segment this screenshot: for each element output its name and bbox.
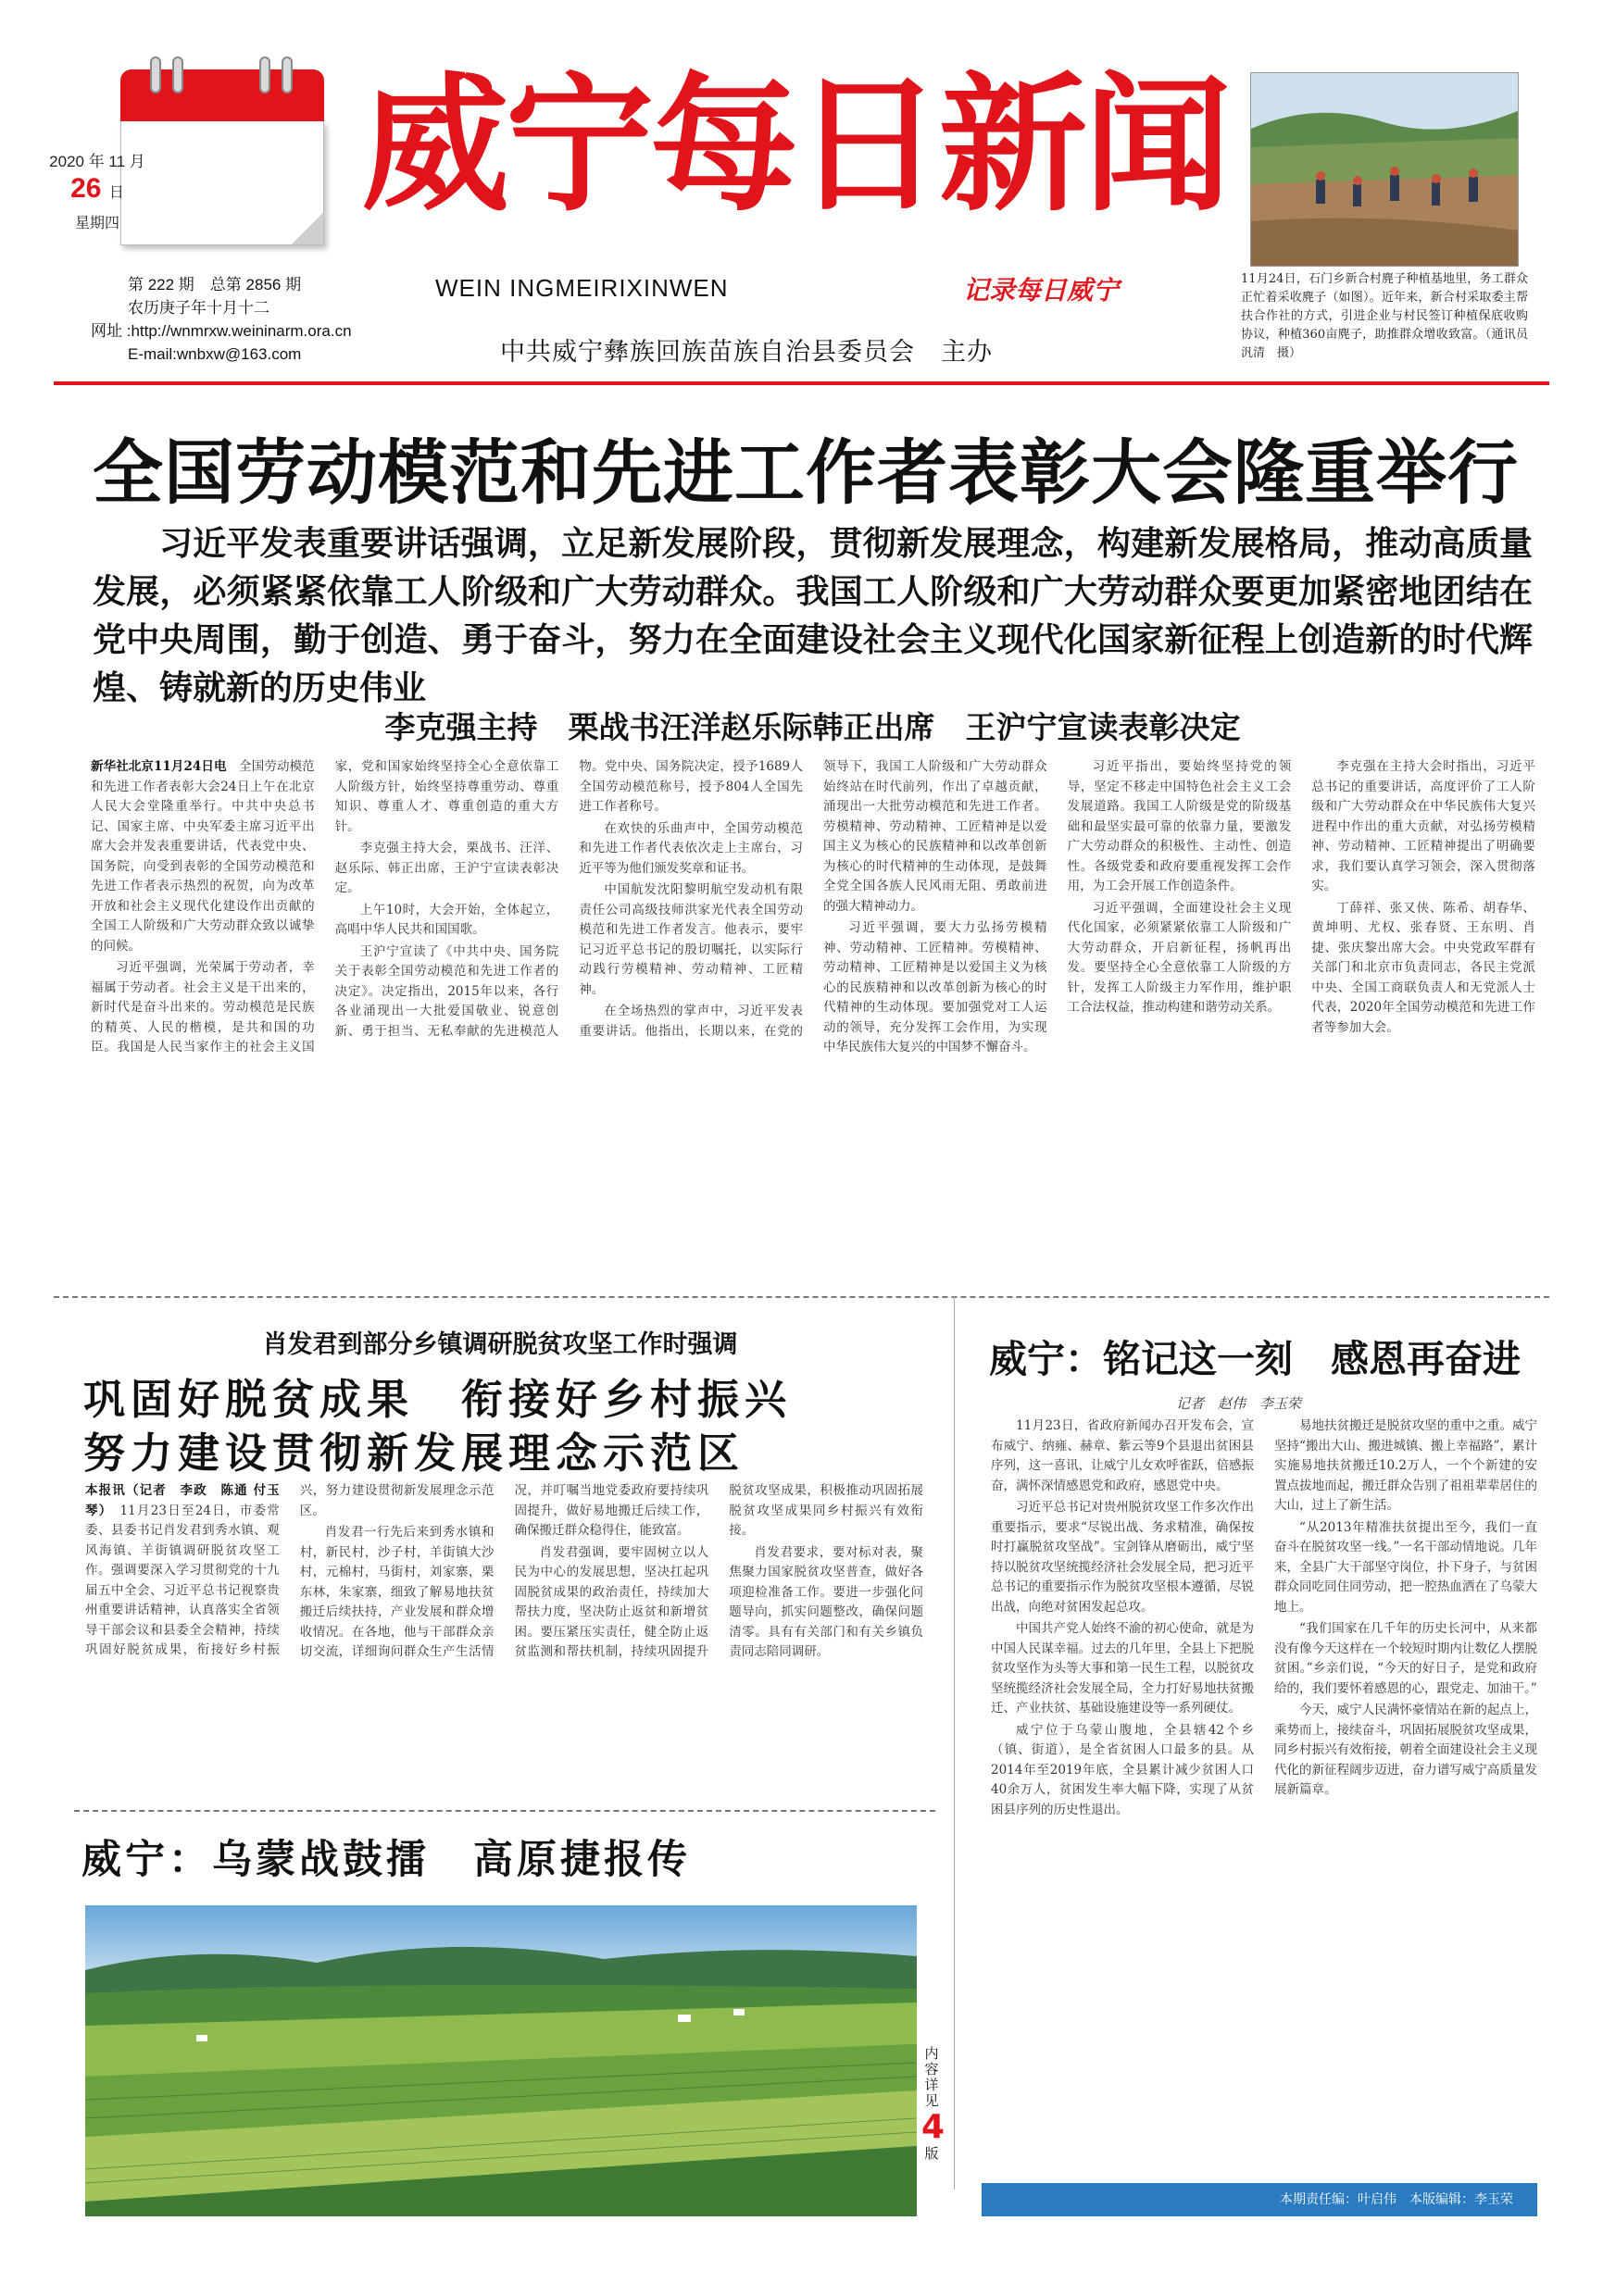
page-reference[interactable] (921, 2045, 946, 2162)
newspaper-sponsor: 中共威宁彝族回族苗族自治县委员会 主办 (500, 338, 993, 367)
story2-paragraph: 肖发君要求，要对标对表，聚焦聚力国家脱贫攻坚普查，做好各项迎检准备工作。要进一步强化问题导向，抓实问题整改，确保问题清零。具有有关部门和有关乡镇负责同志陪同调研。 (729, 1544, 923, 1659)
column-divider (954, 1296, 955, 2190)
issue-number: 第 222 期 总第 2856 期 (128, 276, 302, 293)
lead-paragraph: 中国航发沈阳黎明航空发动机有限责任公司高级技师洪家光代表全国劳动模范和先进工作者发言。他表示，要牢记习近平总书记的殷切嘱托，以实际行动践行劳模精神、劳动精神、工匠精神。 (579, 882, 803, 997)
date-year-month: 2020 年 11 月 (49, 153, 145, 170)
lunar-date: 农历庚子年十月十二 (128, 299, 269, 317)
story3-body (991, 1416, 1537, 2166)
highland-farmland-photo (85, 1905, 917, 2216)
website-link[interactable]: 网址 :http://wnmrxw.weininarm.ora.cn (91, 322, 352, 340)
newspaper-pinyin: WEIN INGMEIRIXINWEN (435, 274, 729, 302)
lead-paragraph: 上午10时，大会开始，全体起立，高唱中华人民共和国国歌。 (334, 902, 559, 937)
lead-paragraph: 习近平强调，光荣属于劳动者，幸福属于劳动者。社会主义是干出来的，新时代是奋斗出来的。劳动模范是民族的精英、人民的楷模，是共和国的功臣。我国是人民当家作主的社会主义国家，党和国家始终坚持全心全意依靠工人阶级方针，始终坚持尊重劳动、尊重知识、尊重人才、尊重创造的重大方针。 (91, 759, 559, 1054)
lead-paragraph: 习近平强调，要大力弘扬劳模精神、劳动精神、工匠精神。劳模精神、劳动精神、工匠精神是以爱国主义为核心的民族精神和以改革创新为核心的时代精神的生动体现。要加强党对工人运动的领导，充分发挥工会作用，为实现中华民族伟大复兴的中国梦不懈奋斗。 (822, 920, 1047, 1054)
lead-paragraph: 王沪宁宣读了《中共中央、国务院关于表彰全国劳动模范和先进工作者的决定》。决定指出，2015年以来，各行各业涌现出一大批爱国敬业、锐意创新、勇于担当、无私奉献的先进模范人物。党中央、国务院决定，授予1689人全国劳动模范称号，授予804人全国先进工作者称号。 (334, 759, 803, 1039)
story3-paragraph: 易地扶贫搬迁是脱贫攻坚的重中之重。威宁坚持“搬出大山、搬进城镇、搬上幸福路”，累计实施易地扶贫搬迁10.2万人，一个个新建的安置点拔地而起，搬迁群众告别了祖祖辈辈居住的大山，过上了新生活。 (1274, 1418, 1537, 1513)
story2-paragraph: 肖发君强调，要牢固树立以人民为中心的发展思想，坚决扛起巩固脱贫成果的政治责任，持续加大帮扶力度，坚决防止返贫和新增贫困。要压紧压实责任，健全防止返贫监测和帮扶机制，持续巩固提升脱贫攻坚成果，积极推动巩固拓展脱贫攻坚成果同乡村振兴有效衔接。 (514, 1483, 923, 1659)
page-reference-suffix: 版 (924, 2145, 939, 2162)
section-divider (74, 1810, 935, 1812)
issue-date (28, 148, 167, 232)
page-reference-label: 内容详见 (924, 2045, 939, 2109)
lead-deck: 习近平发表重要讲话强调，立足新发展阶段，贯彻新发展理念，构建新发展格局，推动高质量发展，必须紧紧依靠工人阶级和广大劳动群众。我国工人阶级和广大劳动群众要更加紧密地团结在党中央周围，勤于创造、勇于奋斗，努力在全面建设社会主义现代化国家新征程上创造新的时代辉煌、铸就新的历史伟业 (93, 525, 1533, 707)
section-divider (54, 1296, 1549, 1298)
editors-credit-bar: 本期责任编：叶启伟 本版编辑：李玉荣 (982, 2183, 1537, 2216)
paragraph-text: 全国劳动模范和先进工作者表彰大会24日上午在北京人民大会堂隆重举行。中共中央总书记、国家主席、中央军委主席习近平出席大会并发表重要讲话，代表党中央、国务院，向受到表彰的全国劳动模范和先进工作者表示热烈的祝贺，向为改革开放和社会主义现代化建设作出贡献的全国工人阶级和广大劳动群众致以诚挚的问候。 (91, 759, 315, 954)
story3-headline[interactable]: 威宁：铭记这一刻 感恩再奋进 (989, 1337, 1521, 1381)
page-reference-number: 4 (921, 2108, 946, 2146)
photo-caption: 11月24日，石门乡新合村麂子种植基地里，务工群众正忙着采收麂子（如图）。近年来，新合村采取委主帮扶合作社的方式，引进企业与村民签订种植保底收购协议，种植360亩麂子，助推群众增收致富。（通讯员 汎清 摄） (1241, 272, 1541, 360)
calendar-binder (120, 69, 324, 125)
story3-byline: 记者 赵伟 李玉荣 (1176, 1395, 1302, 1412)
binder-ring (282, 56, 293, 94)
story3-paragraph: 11月23日，省政府新闻办召开发布会，宣布威宁、纳雍、赫章、紫云等9个县退出贫困县序列，这一喜讯，让威宁儿女欢呼雀跃，倍感振奋，满怀深情感恩党和政府，感恩党中央。 (991, 1418, 1254, 1493)
dateline: 新华社北京11月24日电 (91, 759, 227, 774)
story3-paragraph: “我们国家在几千年的历史长河中，从来都没有像今天这样在一个较短时期内让数亿人摆脱贫困。”乡亲们说，“今天的好日子，是党和政府给的，我们要怀着感恩的心，跟党走、加油干。” (1274, 1621, 1537, 1696)
dateline: 本报讯（记者 李政 陈通 付玉琴） (85, 1483, 280, 1518)
date-weekday: 星期四 (74, 216, 119, 231)
issue-info (91, 273, 352, 366)
story3-paragraph: 今天，威宁人民满怀豪情站在新的起点上，乘势而上，接续奋斗，巩固拓展脱贫攻坚成果，同乡村振兴有效衔接，朝着全面建设社会主义现代化的新征程阔步迈进，奋力谱写威宁高质量发展新篇章。 (1274, 1703, 1537, 1797)
lead-paragraph: 在全场热烈的掌声中，习近平发表重要讲话。他指出，长期以来，在党的领导下，我国工人阶级和广大劳动群众始终站在时代前列，作出了卓越贡献，涌现出一大批劳动模范和先进工作者。劳模精神、劳动精神、工匠精神是以爱国主义为核心的民族精神和以改革创新为核心的时代精神的生动体现，是鼓舞全党全国各族人民风雨无阻、勇敢前进的强大精神动力。 (579, 759, 1047, 1039)
lead-body (91, 757, 1535, 1278)
farm-harvest-photo (1250, 72, 1519, 267)
binder-ring (150, 56, 161, 94)
lead-headline[interactable]: 全国劳动模范和先进工作者表彰大会隆重举行 (93, 431, 1519, 514)
story2-kicker: 肖发君到部分乡镇调研脱贫攻坚工作时强调 (262, 1330, 738, 1359)
date-day-suffix: 日 (108, 185, 124, 201)
lead-paragraph: 丁薛祥、张又侠、陈希、胡春华、黄坤明、尤权、张春贤、王东明、肖捷、张庆黎出席大会。中央党政军群有关部门和北京市负责同志，各民主党派中央、全国工商联负责人和无党派人士代表，2020年全国劳动模范和先进工作者等参加大会。 (1311, 900, 1535, 1035)
story2-headline-line1[interactable]: 巩固好脱贫成果 衔接好乡村振兴 (83, 1375, 793, 1424)
story4-headline[interactable]: 威宁：乌蒙战鼓擂 高原捷报传 (81, 1837, 691, 1883)
masthead (0, 0, 1603, 398)
farm-harvest-image (1251, 73, 1519, 267)
story2-headline-line2[interactable]: 努力建设贯彻新发展理念示范区 (83, 1429, 745, 1478)
date-day (28, 171, 167, 211)
lead-paragraph (91, 757, 315, 956)
highland-farmland-image (85, 1905, 917, 2216)
story3-paragraph: “从2013年精准扶贫提出至今，我们一直奋斗在脱贫攻坚一线。”一名干部动情地说。几年来，全县广大干部坚守岗位，扑下身子，与贫困群众同吃同住同劳动，把一腔热血洒在了乌蒙大地上。 (1274, 1519, 1537, 1615)
lead-paragraph: 习近平指出，要始终坚持党的领导，坚定不移走中国特色社会主义工会发展道路。我国工人阶级是党的阶级基础和最坚实最可靠的依靠力量，要激发广大劳动群众的积极性、主动性、创造性。各级党委和政府要重视发挥工会作用，为工会开展工作创造条件。 (1067, 759, 1292, 893)
lead-paragraph: 李克强主持大会，栗战书、汪洋、赵乐际、韩正出席，王沪宁宣读表彰决定。 (334, 841, 559, 895)
newspaper-title: 威宁每日新闻 (361, 58, 1229, 231)
masthead-divider (54, 381, 1549, 385)
story3-paragraph: 中国共产党人始终不渝的初心使命，就是为中国人民谋幸福。过去的几年里，全县上下把脱贫攻坚作为头等大事和第一民生工程，以脱贫攻坚统揽经济社会发展全局，全力打好易地扶贫搬迁、产业扶贫、基础设施建设等一系列硬仗。 (991, 1621, 1254, 1716)
binder-ring (259, 56, 270, 94)
story2-paragraph: 肖发君一行先后来到秀水镇和村，新民村，沙子村，羊街镇大沙村，元棉村，马街村，刘家寨，栗东林，朱家寨，细致了解易地扶贫搬迁后续扶持，产业发展和群众增收情况。在各地，他与干部群众亲切交流，详细询问群众生产生活情况，并叮嘱当地党委政府要持续巩固提升，做好易地搬迁后续工作，确保搬迁群众稳得住，能致富。 (299, 1483, 709, 1659)
paragraph-text: 11月23日至24日，市委常委、县委书记肖发君到秀水镇、观风海镇、羊街镇调研脱贫攻坚工作。强调要深入学习贯彻党的十九届五中全会、习近平总书记视察贵州重要讲话精神，认真落实全省领导干部会议和县委全会精神，持续巩固好脱贫成果，衔接好乡村振兴，努力建设贯彻新发展理念示范区。 (85, 1483, 495, 1657)
email-link[interactable]: E-mail:wnbxw@163.com (128, 345, 302, 363)
date-day-number: 26 (70, 173, 102, 204)
lead-subheadline: 李克强主持 栗战书汪洋赵乐际韩正出席 王沪宁宣读表彰决定 (384, 709, 1241, 745)
lead-paragraph: 在欢快的乐曲声中，全国劳动模范和先进工作者代表依次走上主席台，习近平等为他们颁发奖章和证书。 (579, 820, 803, 876)
newspaper-slogan: 记录每日威宁 (963, 275, 1120, 306)
lead-paragraph: 习近平强调，全面建设社会主义现代化国家，必须紧紧依靠工人阶级和广大劳动群众，开启新征程，扬帆再出发。要坚持全心全意依靠工人阶级的方针，发挥工人阶级主力军作用，维护职工合法权益，推动构建和谐劳动关系。 (1067, 900, 1292, 1015)
story3-paragraph: 威宁位于乌蒙山腹地，全县辖42个乡（镇、街道），是全省贫困人口最多的县。从2014年至2019年底，全县累计减少贫困人口40余万人，贫困发生率大幅下降，实现了从贫困县序列的历史性退出。 (991, 1722, 1254, 1817)
story2-body (85, 1481, 923, 1801)
story3-paragraph: 习近平总书记对贵州脱贫攻坚工作多次作出重要指示，要求“尽锐出战、务求精准，确保按时打赢脱贫攻坚战”。宝剑锋从磨砺出，威宁坚持以脱贫攻坚统揽经济社会发展全局，把习近平总书记的重要指示作为脱贫攻坚根本遵循，尽锐出战，向绝对贫困发起总攻。 (991, 1500, 1254, 1615)
lead-paragraph: 李克强在主持大会时指出，习近平总书记的重要讲话，高度评价了工人阶级和广大劳动群众在中华民族伟大复兴进程中作出的重大贡献，对弘扬劳模精神、劳动精神、工匠精神提出了明确要求，我们要认真学习领会，深入贯彻落实。 (1311, 759, 1535, 893)
binder-ring (172, 56, 183, 94)
